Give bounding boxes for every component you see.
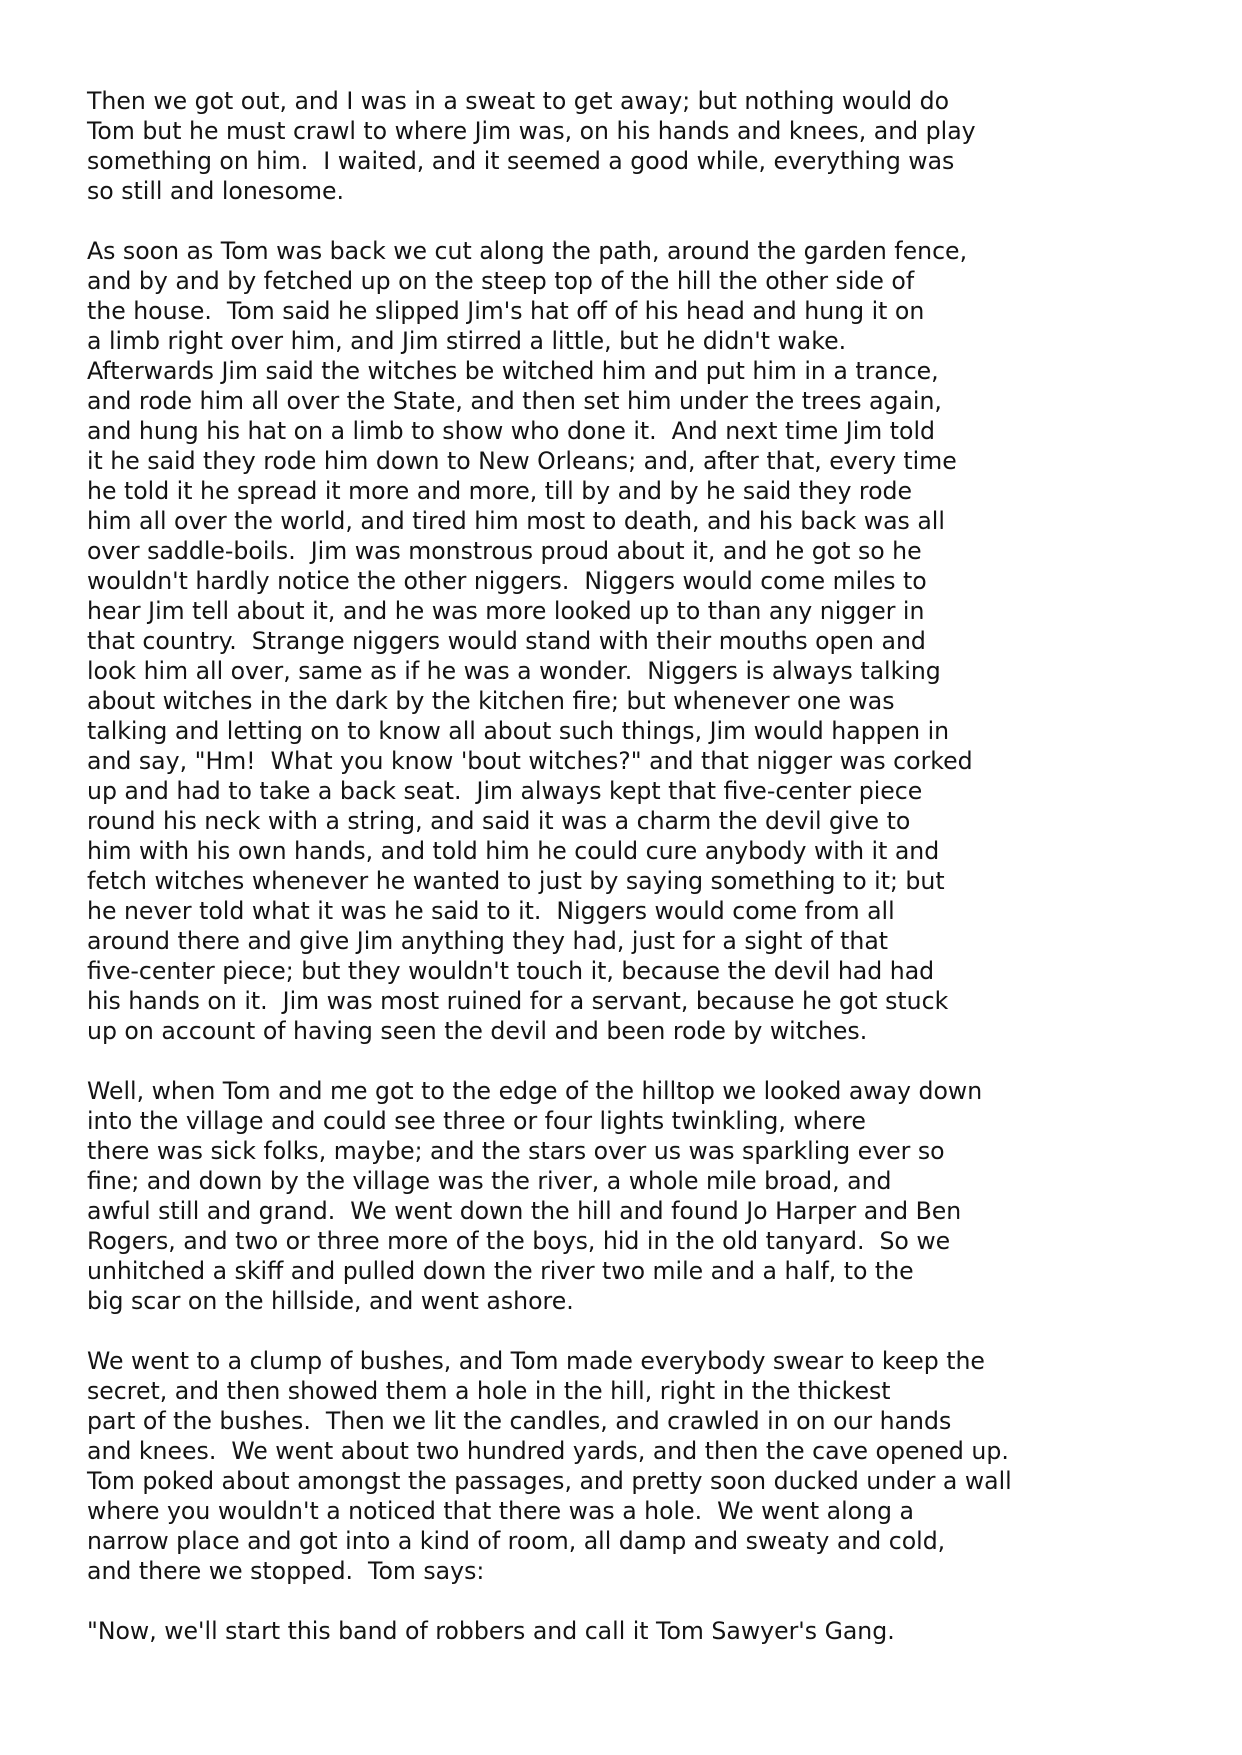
text-line: a limb right over him, and Jim stirred a little, but he didn't wake. bbox=[87, 327, 847, 355]
text-line: that country. Strange niggers would stand with their mouths open and bbox=[87, 627, 926, 655]
text-line: Then we got out, and I was in a sweat to get away; but nothing would do bbox=[87, 87, 950, 115]
paragraph bbox=[87, 86, 1187, 206]
text-line: part of the bushes. Then we lit the candles, and crawled in on our hands bbox=[87, 1407, 952, 1435]
text-line: the house. Tom said he slipped Jim's hat off of his head and hung it on bbox=[87, 297, 925, 325]
text-line: there was sick folks, maybe; and the stars over us was sparkling ever so bbox=[87, 1137, 945, 1165]
text-line: it he said they rode him down to New Orleans; and, after that, every time bbox=[87, 447, 957, 475]
text-line: into the village and could see three or four lights twinkling, where bbox=[87, 1107, 866, 1135]
text-line: up on account of having seen the devil and been rode by witches. bbox=[87, 1017, 868, 1045]
text-line: Well, when Tom and me got to the edge of the hilltop we looked away down bbox=[87, 1077, 983, 1105]
text-line: about witches in the dark by the kitchen fire; but whenever one was bbox=[87, 687, 895, 715]
text-line: and there we stopped. Tom says: bbox=[87, 1557, 485, 1585]
text-line: he never told what it was he said to it. Niggers would come from all bbox=[87, 897, 895, 925]
text-line: "Now, we'll start this band of robbers and call it Tom Sawyer's Gang. bbox=[87, 1617, 895, 1645]
text-line: where you wouldn't a noticed that there was a hole. We went along a bbox=[87, 1497, 914, 1525]
text-line: As soon as Tom was back we cut along the path, around the garden fence, bbox=[87, 237, 968, 265]
text-line: something on him. I waited, and it seemed a good while, everything was bbox=[87, 147, 955, 175]
text-line: secret, and then showed them a hole in the hill, right in the thickest bbox=[87, 1377, 891, 1405]
text-line: narrow place and got into a kind of room, all damp and sweaty and cold, bbox=[87, 1527, 946, 1555]
text-line: wouldn't hardly notice the other niggers. Niggers would come miles to bbox=[87, 567, 927, 595]
text-line: fetch witches whenever he wanted to just by saying something to it; but bbox=[87, 867, 945, 895]
paragraph bbox=[87, 1346, 1187, 1586]
text-line: Tom poked about amongst the passages, and pretty soon ducked under a wall bbox=[87, 1467, 1012, 1495]
text-line: him with his own hands, and told him he could cure anybody with it and bbox=[87, 837, 940, 865]
text-line: fine; and down by the village was the river, a whole mile broad, and bbox=[87, 1167, 892, 1195]
text-line: over saddle-boils. Jim was monstrous proud about it, and he got so he bbox=[87, 537, 922, 565]
text-line: look him all over, same as if he was a wonder. Niggers is always talking bbox=[87, 657, 941, 685]
text-line: Rogers, and two or three more of the boys, hid in the old tanyard. So we bbox=[87, 1227, 951, 1255]
text-line: round his neck with a string, and said it was a charm the devil give to bbox=[87, 807, 911, 835]
text-line: around there and give Jim anything they had, just for a sight of that bbox=[87, 927, 889, 955]
body-text bbox=[87, 86, 1187, 1676]
text-line: and knees. We went about two hundred yards, and then the cave opened up. bbox=[87, 1437, 1009, 1465]
text-line: up and had to take a back seat. Jim always kept that five-center piece bbox=[87, 777, 923, 805]
text-line: big scar on the hillside, and went ashore. bbox=[87, 1287, 574, 1315]
text-line: he told it he spread it more and more, till by and by he said they rode bbox=[87, 477, 913, 505]
text-line: five-center piece; but they wouldn't touch it, because the devil had had bbox=[87, 957, 935, 985]
paragraph bbox=[87, 1076, 1187, 1316]
text-line: unhitched a skiff and pulled down the river two mile and a half, to the bbox=[87, 1257, 914, 1285]
paragraph bbox=[87, 236, 1187, 1046]
text-line: awful still and grand. We went down the hill and found Jo Harper and Ben bbox=[87, 1197, 962, 1225]
text-line: so still and lonesome. bbox=[87, 177, 345, 205]
text-line: him all over the world, and tired him most to death, and his back was all bbox=[87, 507, 945, 535]
text-line: and hung his hat on a limb to show who done it. And next time Jim told bbox=[87, 417, 935, 445]
text-line: his hands on it. Jim was most ruined for a servant, because he got stuck bbox=[87, 987, 949, 1015]
paragraph bbox=[87, 1616, 1187, 1646]
text-line: and rode him all over the State, and then set him under the trees again, bbox=[87, 387, 942, 415]
text-line: and say, "Hm! What you know 'bout witches?" and that nigger was corked bbox=[87, 747, 973, 775]
text-line: talking and letting on to know all about such things, Jim would happen in bbox=[87, 717, 950, 745]
text-line: hear Jim tell about it, and he was more looked up to than any nigger in bbox=[87, 597, 925, 625]
text-line: and by and by fetched up on the steep top of the hill the other side of bbox=[87, 267, 915, 295]
text-line: Tom but he must crawl to where Jim was, on his hands and knees, and play bbox=[87, 117, 976, 145]
text-line: Afterwards Jim said the witches be witched him and put him in a trance, bbox=[87, 357, 939, 385]
text-line: We went to a clump of bushes, and Tom made everybody swear to keep the bbox=[87, 1347, 985, 1375]
